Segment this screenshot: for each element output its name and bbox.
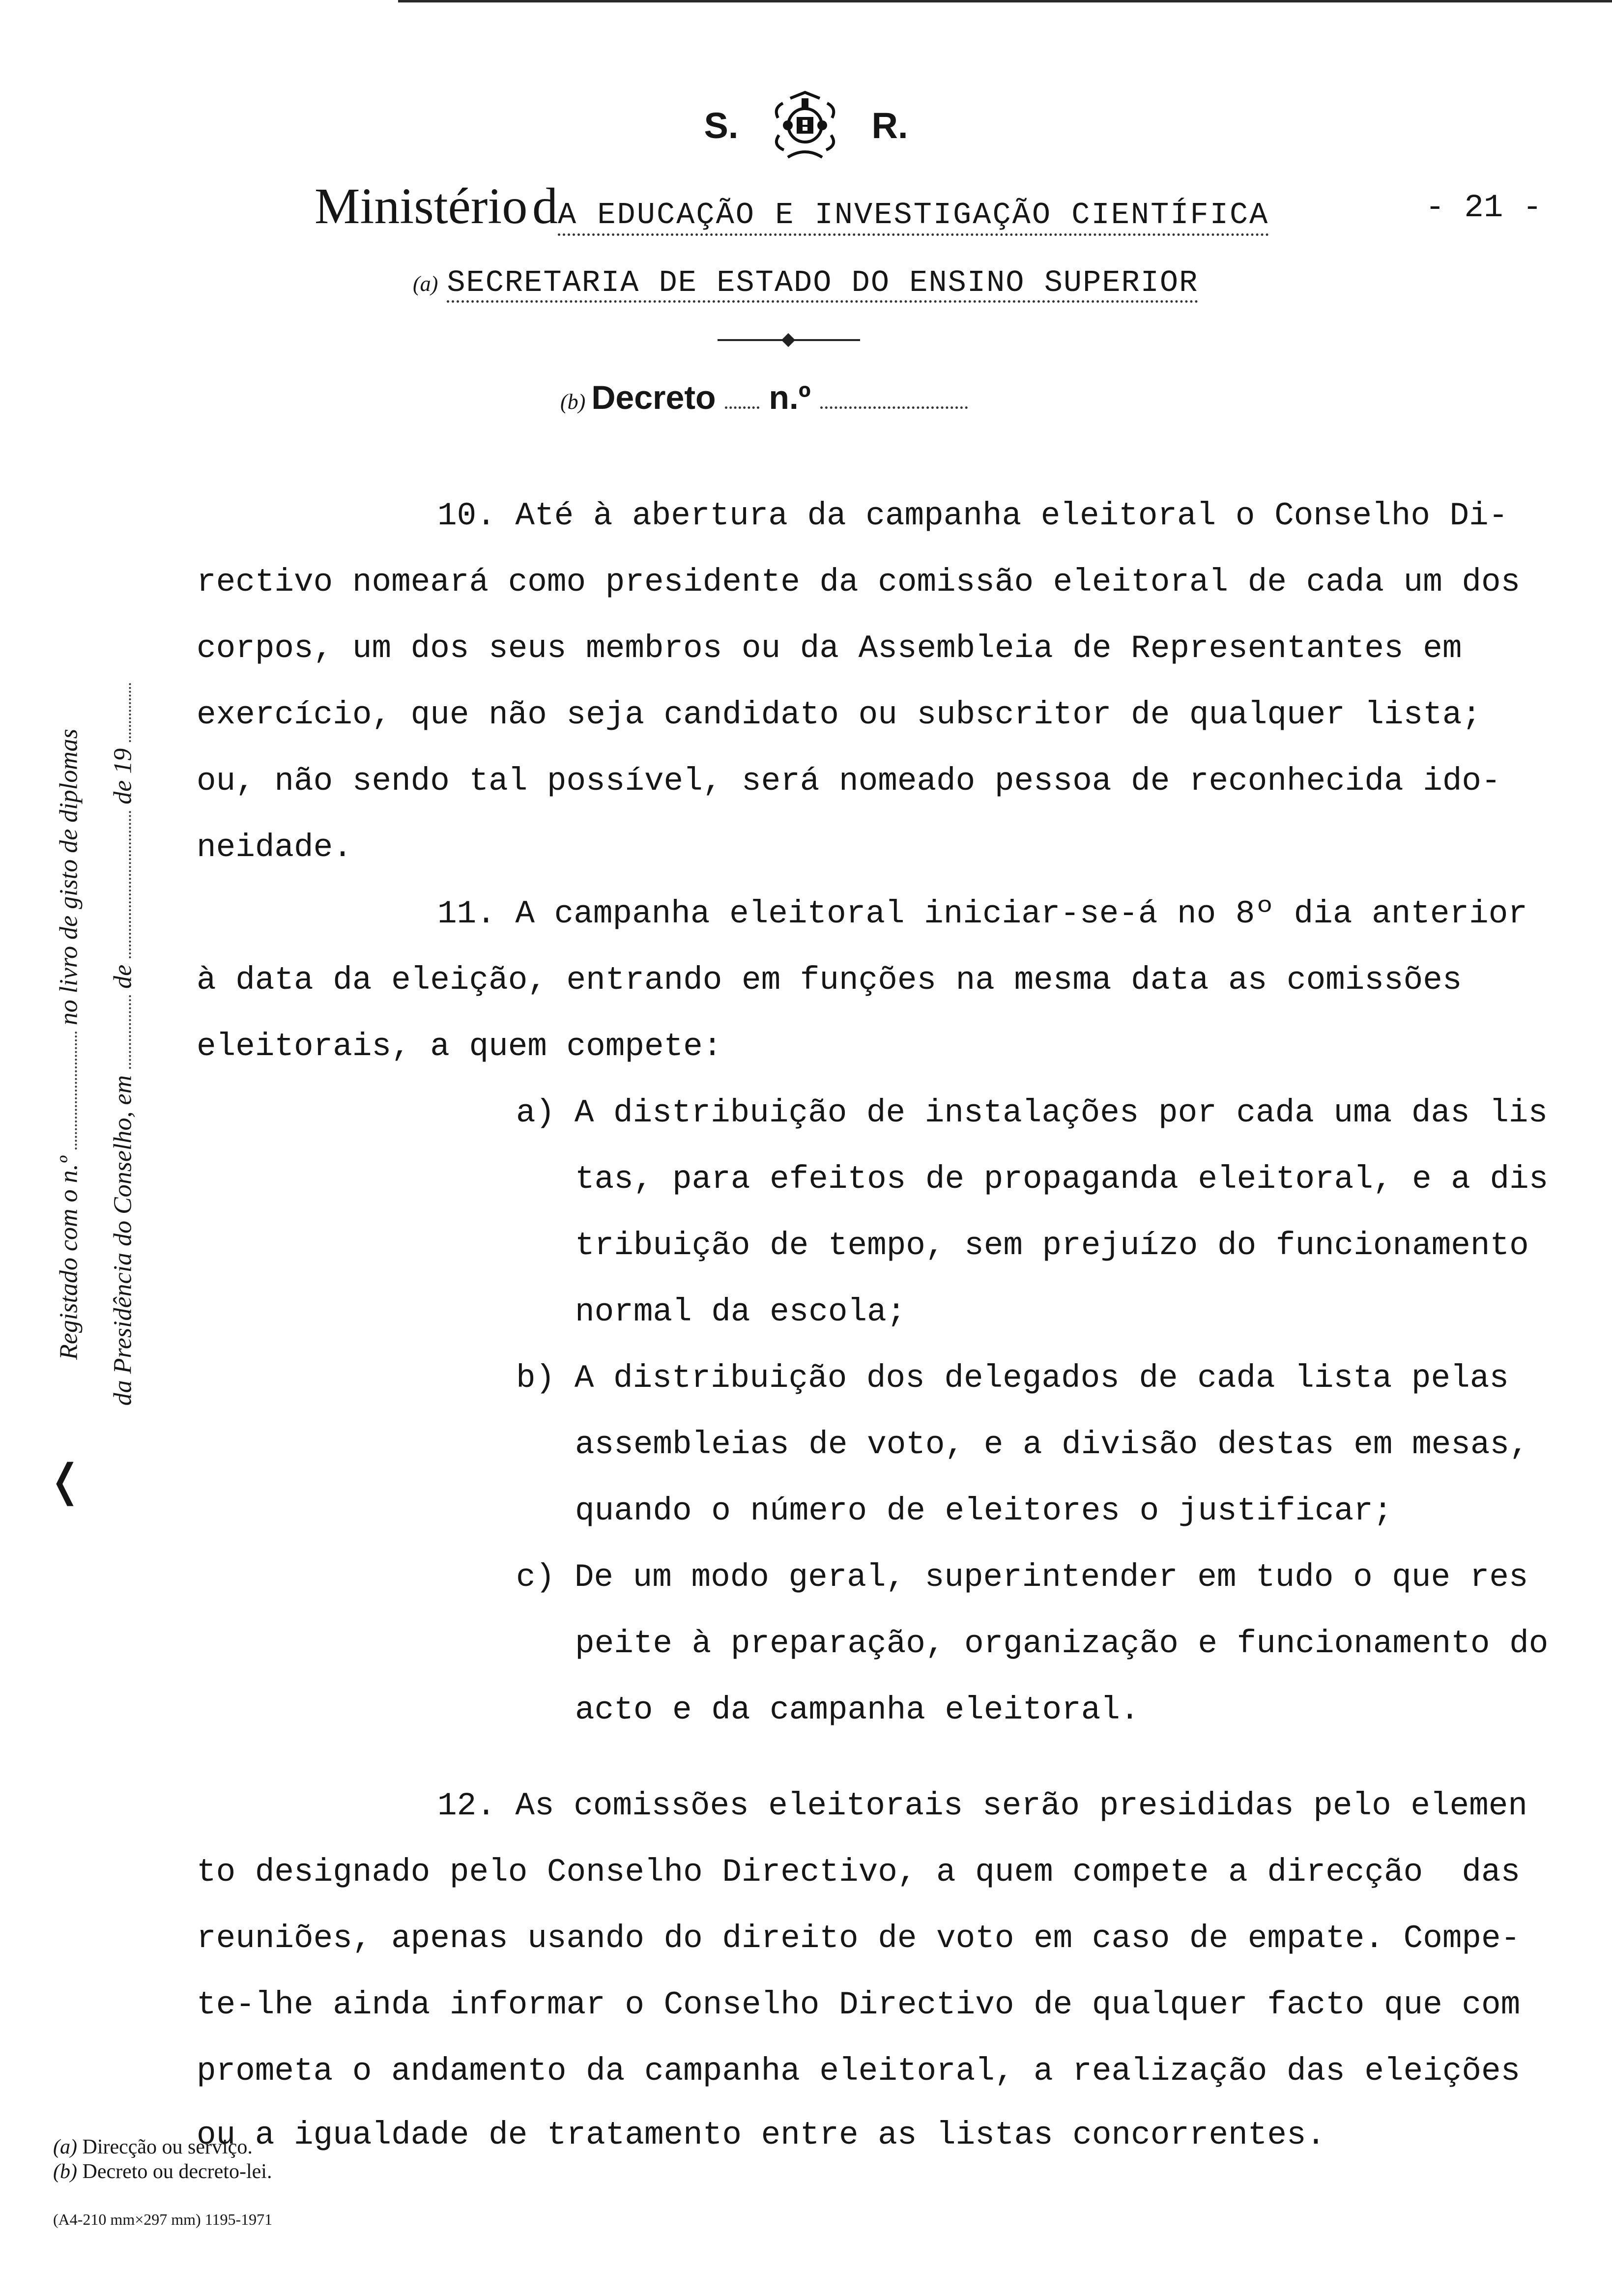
ministry-word: Ministério	[315, 178, 528, 234]
registration-line-1: Registado com o n.º no livro de gisto de diplomas	[55, 729, 83, 1360]
body-line: assembleias de voto, e a divisão destas em mesas,	[575, 1426, 1529, 1463]
body-line: b) A distribuição dos delegados de cada lista pelas	[516, 1360, 1509, 1397]
margin-bracket: ❬	[47, 1457, 84, 1505]
letterhead-sr	[0, 88, 1612, 162]
secretaria-line	[413, 265, 1198, 300]
registration-margin	[47, 580, 145, 1509]
decreto-line	[560, 378, 968, 417]
body-line: quando o número de eleitores o justificar;	[575, 1492, 1393, 1529]
body-line: 11. A campanha eleitoral iniciar-se-á no 8º dia anterior	[437, 895, 1527, 932]
body-line: eleitorais, a quem compete:	[197, 1028, 722, 1065]
body-line: normal da escola;	[575, 1293, 906, 1330]
body-line: exercício, que não seja candidato ou subscritor de qualquer lista;	[197, 696, 1482, 733]
registration-line-2: da Presidência do Conselho, em de de 19	[109, 590, 138, 1499]
letter-s: S.	[704, 105, 739, 146]
body-line: rectivo nomeará como presidente da comissão eleitoral de cada um dos	[197, 564, 1521, 601]
body-line: peite à preparação, organização e funcionamento do	[575, 1625, 1549, 1662]
body-line: reuniões, apenas usando do direito de voto em caso de empate. Compe-	[197, 1920, 1521, 1957]
letter-r: R.	[871, 105, 908, 146]
marker-a: (a)	[413, 272, 438, 296]
decreto-blank	[725, 382, 759, 409]
ministry-department: A EDUCAÇÃO E INVESTIGAÇÃO CIENTÍFICA	[558, 198, 1269, 236]
marker-b: (b)	[560, 390, 586, 414]
decreto-label: Decreto	[591, 379, 716, 416]
ministry-prefix: d	[532, 178, 558, 234]
top-rule	[398, 0, 1612, 2]
body-line: ou, não sendo tal possível, será nomeado pessoa de reconhecida ido-	[197, 763, 1501, 800]
body-line: à data da eleição, entrando em funções na mesma data as comissões	[197, 962, 1462, 999]
body-line: acto e da campanha eleitoral.	[575, 1692, 1140, 1728]
body-line: prometa o andamento da campanha eleitoral, a realização das eleições	[197, 2053, 1521, 2090]
body-line: corpos, um dos seus membros ou da Assembleia de Representantes em	[197, 630, 1462, 667]
body-line: tas, para efeitos de propaganda eleitoral, e a dis	[575, 1161, 1549, 1198]
page-number: - 21 -	[1425, 189, 1542, 226]
secretaria-text: SECRETARIA DE ESTADO DO ENSINO SUPERIOR	[447, 265, 1198, 303]
body-line: ou a igualdade de tratamento entre as listas concorrentes.	[197, 2117, 1326, 2153]
body-line: c) De um modo geral, superintender em tudo o que res	[516, 1559, 1528, 1596]
body-line: tribuição de tempo, sem prejuízo do funcionamento	[575, 1227, 1529, 1264]
body-line: to designado pelo Conselho Directivo, a quem compete a direcção das	[197, 1854, 1521, 1891]
numero-label: n.º	[769, 379, 811, 416]
footnote-b: (b) Decreto ou decreto-lei.	[53, 2160, 272, 2183]
body-line: a) A distribuição de instalações por cada uma das lis	[516, 1094, 1548, 1131]
body-line: 10. Até à abertura da campanha eleitoral o Conselho Di-	[437, 497, 1508, 534]
body-line: 12. As comissões eleitorais serão presididas pelo elemen	[437, 1787, 1527, 1824]
coat-of-arms-icon	[768, 88, 842, 162]
numero-blank	[820, 382, 968, 409]
body-line: te-lhe ainda informar o Conselho Directivo de qualquer facto que com	[197, 1986, 1521, 2023]
footnote-a: (a) Direcção ou serviço.	[53, 2136, 253, 2158]
body-line: neidade.	[197, 829, 352, 866]
ministry-title	[315, 177, 1269, 235]
separator-diamond	[781, 333, 795, 347]
form-imprint: (A4-210 mm×297 mm) 1195-1971	[53, 2210, 273, 2228]
